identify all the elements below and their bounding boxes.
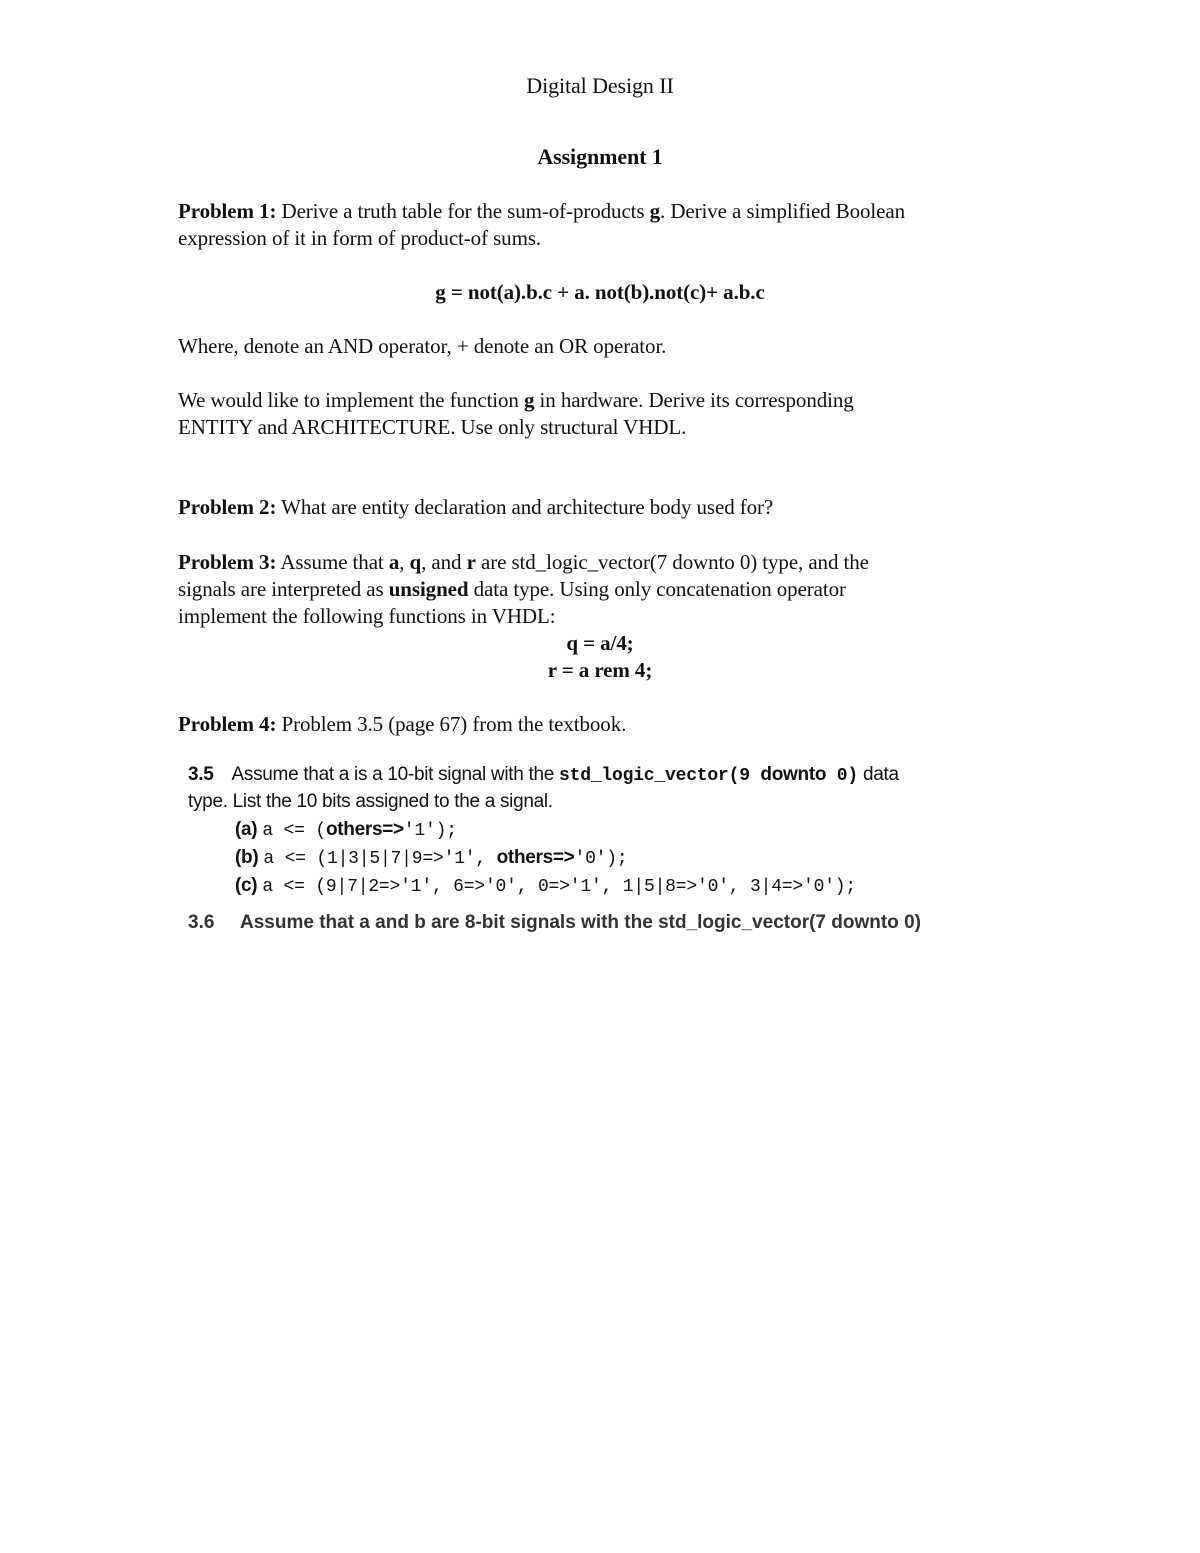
excerpt-text-a: Assume that a is a 10-bit signal with the [231,764,559,785]
assignment-heading: Assignment 1 [537,144,663,169]
textbook-excerpt [188,760,978,933]
problem2-text: What are entity declaration and architecture body used for? [281,495,774,519]
problem1-where-line: Where, denote an AND operator, + denote an OR operator. [178,334,667,358]
excerpt-item-c [235,873,856,900]
excerpt-item-b [235,845,627,872]
excerpt-number: 3.5 [188,764,214,785]
excerpt-cut-text: Assume that a and b are 8-bit signals with the std_logic_vector(7 downto 0) [240,912,921,933]
problem1-impl-line2: ENTITY and ARCHITECTURE. Use only structural VHDL. [178,415,687,439]
problem1-text-end: . Derive a simplified Boolean [660,199,905,223]
excerpt-cut-off-line [188,910,978,933]
excerpt-code2: 0) [826,766,858,786]
problem4-line [178,711,626,738]
problem2-line [178,494,773,521]
excerpt-item-a-label: (a) [235,819,258,840]
problem3-var-r: r [466,550,476,574]
problem4-text: Problem 3.5 (page 67) from the textbook. [281,712,627,736]
problem3-text-f: data type. Using only concatenation operator [468,577,846,601]
problem3-line3: implement the following functions in VHDL: [178,604,556,628]
problem3-text-b: , [399,550,410,574]
problem3-text-d: are std_logic_vector(7 downto 0) type, and the [475,550,869,574]
problem3-text-c: , and [421,550,467,574]
excerpt-item-b-label: (b) [235,847,259,868]
problem3-var-a: a [388,550,400,574]
excerpt-cut-number: 3.6 [188,912,215,933]
problem3-line2 [178,576,846,603]
excerpt-item-a [235,817,457,844]
excerpt-item-b-code2: '0'); [574,849,628,869]
problem3-line1 [178,549,869,576]
problem3-unsigned: unsigned [388,577,469,601]
excerpt-keyword: downto [760,764,827,785]
problem3-equation-q: q = a/4; [566,631,634,655]
excerpt-item-c-code: a <= (9|7|2=>'1', 6=>'0', 0=>'1', 1|5|8=>'0', 3|4=>'0'); [262,877,857,897]
problem1-impl-text: We would like to implement the function [178,388,524,412]
problem1-text: Derive a truth table for the sum-of-products [281,199,650,223]
problem1-line1 [178,198,905,225]
problem2-label: Problem 2: [178,495,277,519]
excerpt-text-b: data [857,764,899,785]
excerpt-item-a-keyword: others=> [325,819,404,840]
problem1-impl-line1 [178,387,854,414]
excerpt-line1 [188,762,899,789]
excerpt-code: std_logic_vector(9 [558,766,761,786]
problem1-line2: expression of it in form of product-of sums. [178,226,542,250]
course-title: Digital Design II [526,73,674,98]
problem3-var-q: q [409,550,422,574]
problem1-equation: g = not(a).b.c + a. not(b).not(c)+ a.b.c [435,280,765,304]
problem4-label: Problem 4: [178,712,277,736]
problem1-impl-text-end: in hardware. Derive its corresponding [534,388,854,412]
problem3-text-a: Assume that [280,550,389,574]
excerpt-line2: type. List the 10 bits assigned to the a signal. [188,791,553,812]
problem1-var-g: g [649,199,661,223]
problem3-label: Problem 3: [178,550,277,574]
problem3-equation-r: r = a rem 4; [547,658,653,682]
problem3-text-e: signals are interpreted as [178,577,389,601]
excerpt-item-c-label: (c) [235,875,258,896]
excerpt-item-a-code2: '1'); [403,821,457,841]
problem1-impl-var-g: g [524,388,535,412]
excerpt-item-a-code: a <= ( [262,821,326,841]
problem1-label: Problem 1: [178,199,277,223]
excerpt-item-b-code: a <= (1|3|5|7|9=>'1', [263,849,497,869]
excerpt-item-b-keyword: others=> [496,847,575,868]
